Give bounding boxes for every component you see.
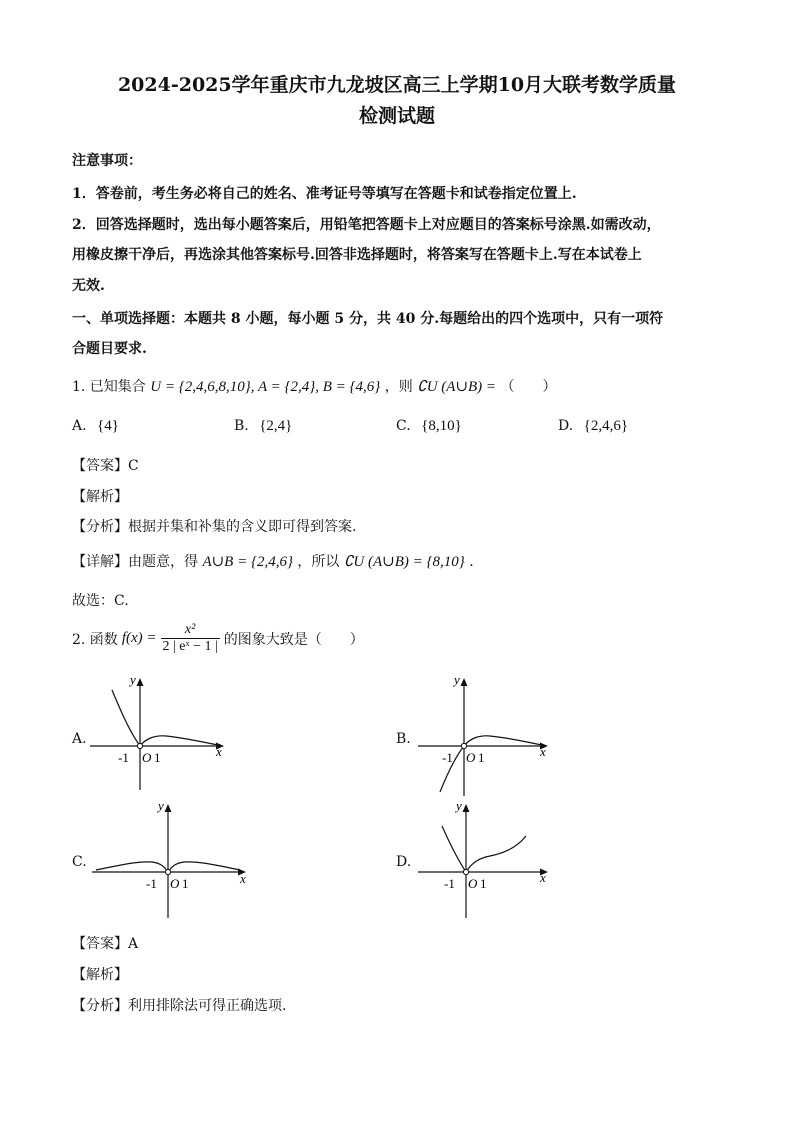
option-label: D.	[558, 418, 574, 434]
y-axis-arrow	[461, 678, 468, 686]
q2-graph-c	[90, 798, 254, 920]
y-axis-arrow	[137, 678, 144, 686]
q1-option-c	[396, 418, 462, 435]
x-label: x	[216, 744, 222, 759]
notice-heading: 注意事项：	[72, 153, 142, 169]
y-label: y	[454, 672, 460, 687]
q1-prefix: 1. 已知集合	[72, 379, 146, 395]
detail-prefix: 【详解】由题意，得	[72, 554, 198, 570]
tick-neg-one: -1	[118, 750, 129, 765]
q1-sets-formula: U = {2,4,6,8,10}, A = {2,4}, B = {4,6}	[150, 379, 381, 395]
q2-answer: 【答案】A	[72, 936, 139, 952]
question-2-stem	[72, 622, 364, 655]
detail-mid: ，所以	[297, 554, 340, 570]
option-label: C.	[396, 418, 411, 434]
question-1-stem	[72, 376, 557, 396]
option-value: {2,4}	[259, 418, 293, 434]
y-axis-arrow	[463, 804, 470, 812]
q2-denominator: 2 | eˣ − 1 |	[162, 639, 218, 654]
q1-paren: （ ）	[500, 379, 557, 395]
q1-conclusion: 故选：C.	[72, 593, 129, 609]
curve-left	[112, 690, 140, 746]
x-label: x	[540, 870, 546, 885]
q1-answer: 【答案】C	[72, 458, 139, 474]
origin-label: O	[170, 876, 180, 891]
q1-analysis: 【分析】根据并集和补集的含义即可得到答案.	[72, 519, 357, 535]
tick-one: 1	[154, 750, 161, 765]
hole-at-origin	[461, 743, 466, 748]
tick-neg-one: -1	[444, 876, 455, 891]
option-value: {2,4,6}	[583, 418, 629, 434]
origin-label: O	[468, 876, 478, 891]
option-value: {8,10}	[421, 418, 462, 434]
q2-numerator: x²	[161, 622, 220, 639]
q1-option-a	[72, 418, 119, 435]
q1-complement-expr: ∁U (A∪B) =	[417, 379, 497, 395]
hole-at-origin	[165, 869, 170, 874]
section-header-line2: 合题目要求.	[72, 341, 147, 357]
x-label: x	[240, 871, 246, 886]
q2-fraction	[161, 622, 220, 655]
notice-item-2-line1: 2．回答选择题时，选出每小题答案后，用铅笔把答题卡上对应题目的答案标号涂黑.如需改动，	[72, 217, 661, 233]
q2-suffix: 的图象大致是（ ）	[223, 631, 364, 648]
q2-option-b-label: B.	[396, 731, 411, 747]
notice-item-2-line3: 无效.	[72, 278, 105, 294]
tick-one: 1	[480, 876, 487, 891]
q2-option-c-label: C.	[72, 854, 87, 870]
option-value: {4}	[97, 418, 119, 434]
q1-analysis-heading: 【解析】	[72, 489, 128, 505]
tick-one: 1	[182, 876, 189, 891]
curve-right	[464, 736, 542, 746]
q2-graph-b	[414, 672, 554, 798]
q1-option-d	[558, 418, 628, 435]
exam-title-line2: 检测试题	[358, 105, 435, 127]
tick-neg-one: -1	[442, 750, 453, 765]
section-header-line1: 一、单项选择题：本题共 8 小题，每小题 5 分，共 40 分.每题给出的四个选项中，只有一项符	[72, 311, 664, 327]
hole-at-origin	[463, 869, 468, 874]
q2-graph-d	[414, 798, 554, 920]
q2-analysis: 【分析】利用排除法可得正确选项.	[72, 998, 287, 1014]
q1-mid: ，则	[384, 379, 413, 395]
x-label: x	[540, 744, 546, 759]
q2-option-d-label: D.	[396, 854, 412, 870]
y-label: y	[158, 798, 164, 813]
q2-option-a-label: A.	[72, 731, 87, 747]
y-label: y	[130, 672, 136, 687]
q2-function-name: f(x) =	[121, 630, 157, 646]
origin-label: O	[142, 750, 152, 765]
notice-item-1: 1．答卷前，考生务必将自己的姓名、准考证号等填写在答题卡和试卷指定位置上.	[72, 186, 577, 202]
curve-left	[442, 826, 466, 872]
detail-union-expr: A∪B = {2,4,6}	[202, 554, 293, 570]
q2-analysis-heading: 【解析】	[72, 967, 128, 983]
q1-option-b	[234, 418, 292, 435]
y-label: y	[456, 798, 462, 813]
q2-graph-a	[90, 672, 230, 792]
curve-right	[466, 836, 526, 872]
detail-complement-expr: ∁U (A∪B) = {8,10}	[343, 554, 465, 570]
option-label: A.	[72, 418, 87, 434]
tick-neg-one: -1	[146, 876, 157, 891]
curve-left	[96, 862, 168, 872]
option-label: B.	[234, 418, 249, 434]
q2-prefix: 2. 函数	[72, 631, 118, 648]
curve-right	[168, 862, 240, 872]
curve-right	[140, 736, 218, 746]
detail-end: .	[469, 554, 474, 570]
tick-one: 1	[478, 750, 485, 765]
hole-at-origin	[137, 743, 142, 748]
q1-detail	[72, 551, 474, 571]
notice-item-2-line2: 用橡皮擦干净后，再选涂其他答案标号.回答非选择题时，将答案写在答题卡上.写在本试卷上	[72, 247, 642, 263]
origin-label: O	[466, 750, 476, 765]
y-axis-arrow	[165, 804, 172, 812]
exam-title-line1: 2024-2025学年重庆市九龙坡区高三上学期10月大联考数学质量	[117, 74, 677, 96]
